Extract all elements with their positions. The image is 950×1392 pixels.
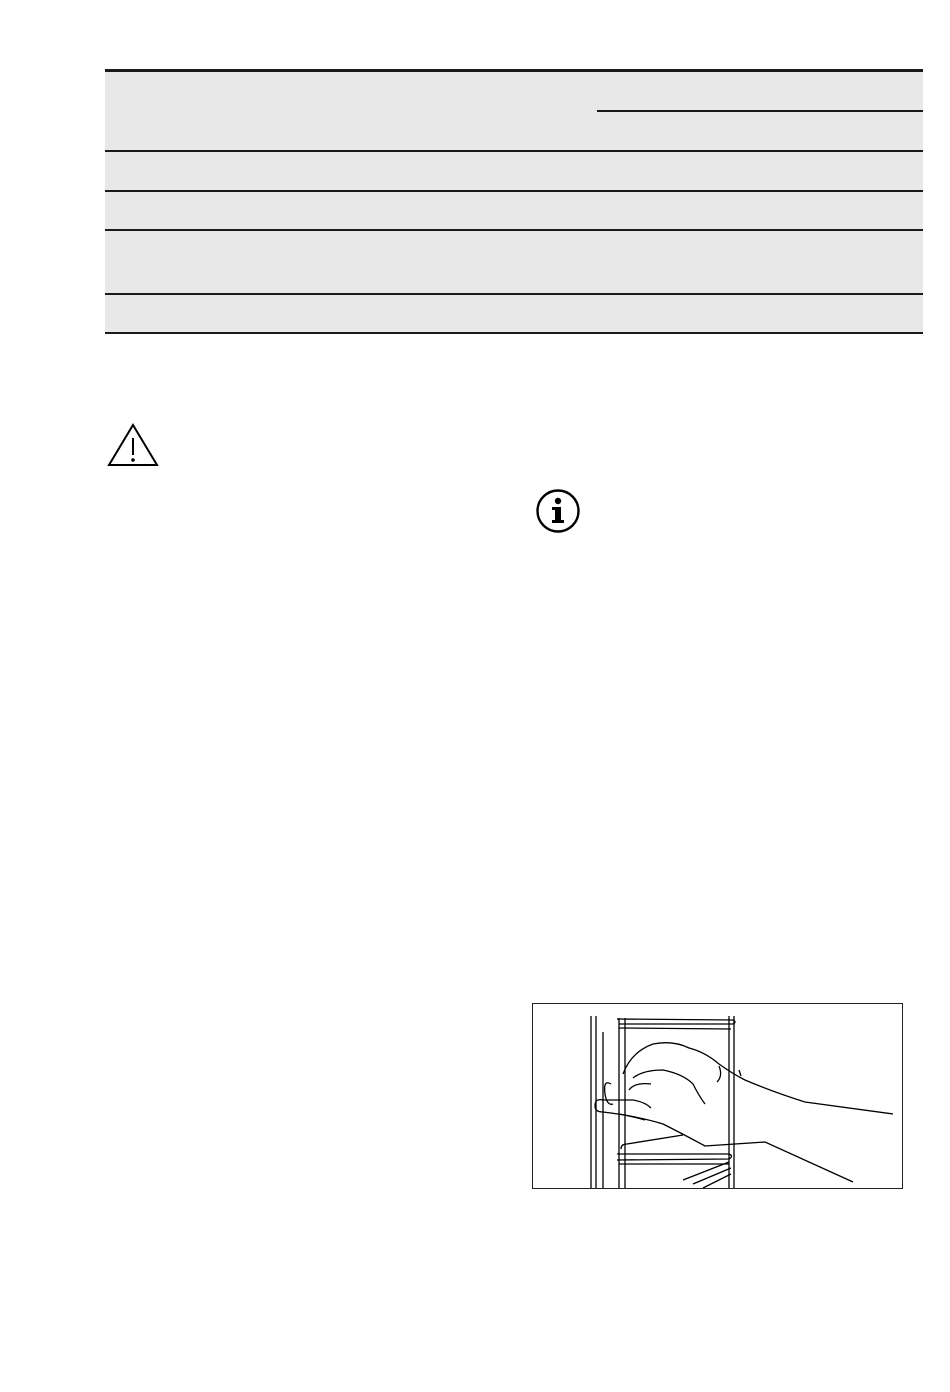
- warning-triangle-icon: [106, 422, 160, 468]
- table-row: [105, 192, 923, 229]
- hand-on-shelf-support-drawing: [533, 1004, 903, 1189]
- table-row: [105, 152, 923, 190]
- table-row: [105, 231, 923, 293]
- table-bottom-rule: [105, 332, 923, 334]
- shelf-support-illustration: [532, 1003, 903, 1189]
- data-table: [105, 69, 923, 334]
- table-row: [105, 295, 923, 332]
- header-group-rule: [597, 110, 923, 112]
- info-circle-icon: [535, 488, 581, 534]
